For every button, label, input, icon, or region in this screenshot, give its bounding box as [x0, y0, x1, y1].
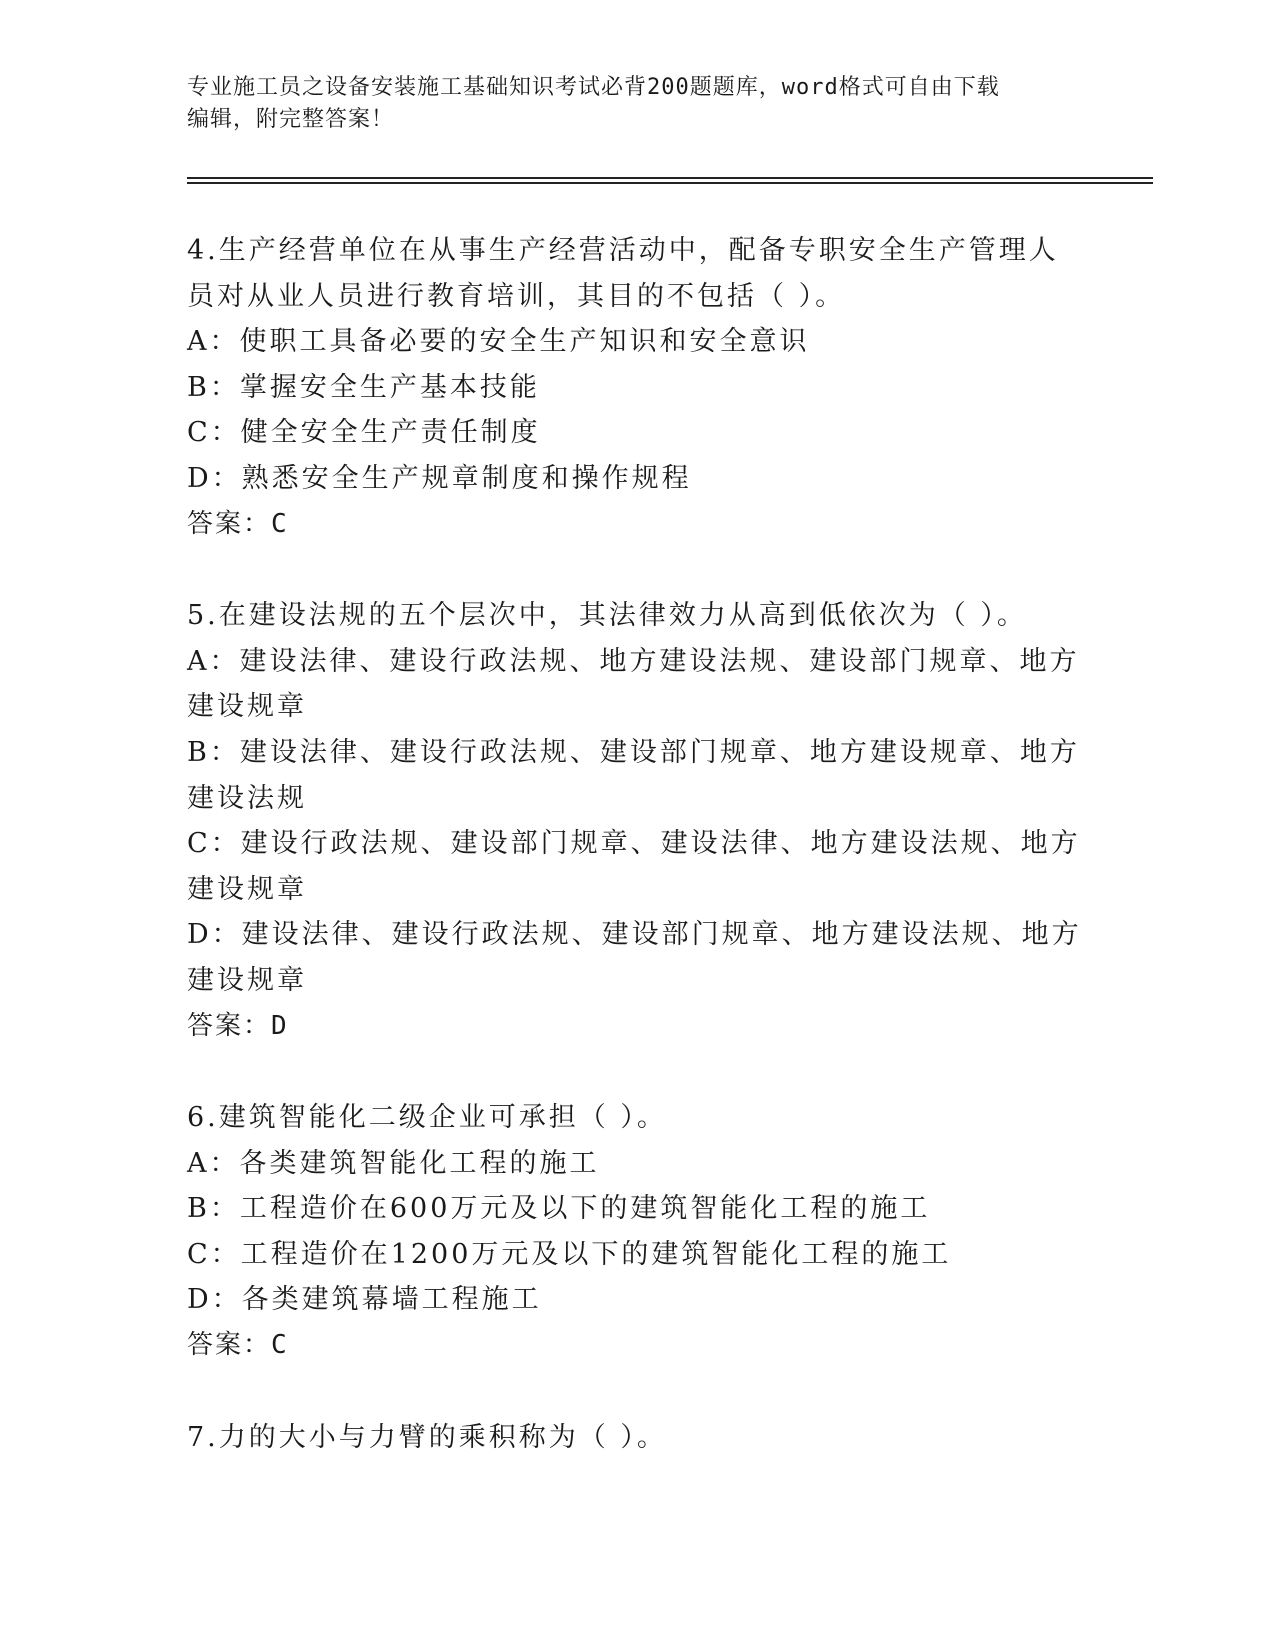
header-divider-top [187, 177, 1153, 179]
document-header [187, 72, 1087, 136]
question-6 [187, 1095, 1087, 1369]
option-c: C：建设行政法规、建设部门规章、建设法律、地方建设法规、地方建设规章 [187, 828, 1081, 905]
answer-label: 答案：C [187, 508, 289, 539]
header-line-2: 编辑，附完整答案！ [187, 107, 395, 132]
option-a: A：使职工具备必要的安全生产知识和安全意识 [187, 326, 810, 358]
option-a: A：各类建筑智能化工程的施工 [187, 1147, 600, 1179]
question-stem: 6.建筑智能化二级企业可承担（ ）。 [187, 1102, 667, 1134]
question-5 [187, 593, 1087, 1049]
option-c: C：健全安全生产责任制度 [187, 417, 541, 449]
question-stem: 5.在建设法规的五个层次中，其法律效力从高到低依次为（ ）。 [187, 600, 1027, 632]
option-b: B：工程造价在600万元及以下的建筑智能化工程的施工 [187, 1193, 931, 1225]
question-stem: 4.生产经营单位在从事生产经营活动中，配备专职安全生产管理人员对从业人员进行教育培训，其目的不包括（ ）。 [187, 235, 1059, 312]
question-stem: 7.力的大小与力臂的乘积称为（ ）。 [187, 1421, 667, 1453]
question-list [187, 228, 1087, 1460]
option-d: D：熟悉安全生产规章制度和操作规程 [187, 462, 692, 494]
question-7 [187, 1415, 1087, 1461]
question-spacer [187, 1049, 1087, 1095]
answer-label: 答案：C [187, 1330, 289, 1361]
answer-label: 答案：D [187, 1010, 289, 1041]
option-b: B：掌握安全生产基本技能 [187, 371, 540, 403]
option-d: D：建设法律、建设行政法规、建设部门规章、地方建设法规、地方建设规章 [187, 919, 1082, 996]
option-c: C：工程造价在1200万元及以下的建筑智能化工程的施工 [187, 1238, 952, 1270]
option-a: A：建设法律、建设行政法规、地方建设法规、建设部门规章、地方建设规章 [187, 645, 1080, 723]
question-spacer [187, 547, 1087, 593]
option-b: B：建设法律、建设行政法规、建设部门规章、地方建设规章、地方建设法规 [187, 736, 1080, 814]
question-4 [187, 228, 1087, 547]
question-spacer [187, 1369, 1087, 1415]
header-line-1: 专业施工员之设备安装施工基础知识考试必背200题题库，word格式可自由下载 [187, 75, 1000, 100]
header-divider-bottom [187, 182, 1153, 184]
option-d: D：各类建筑幕墙工程施工 [187, 1284, 542, 1316]
